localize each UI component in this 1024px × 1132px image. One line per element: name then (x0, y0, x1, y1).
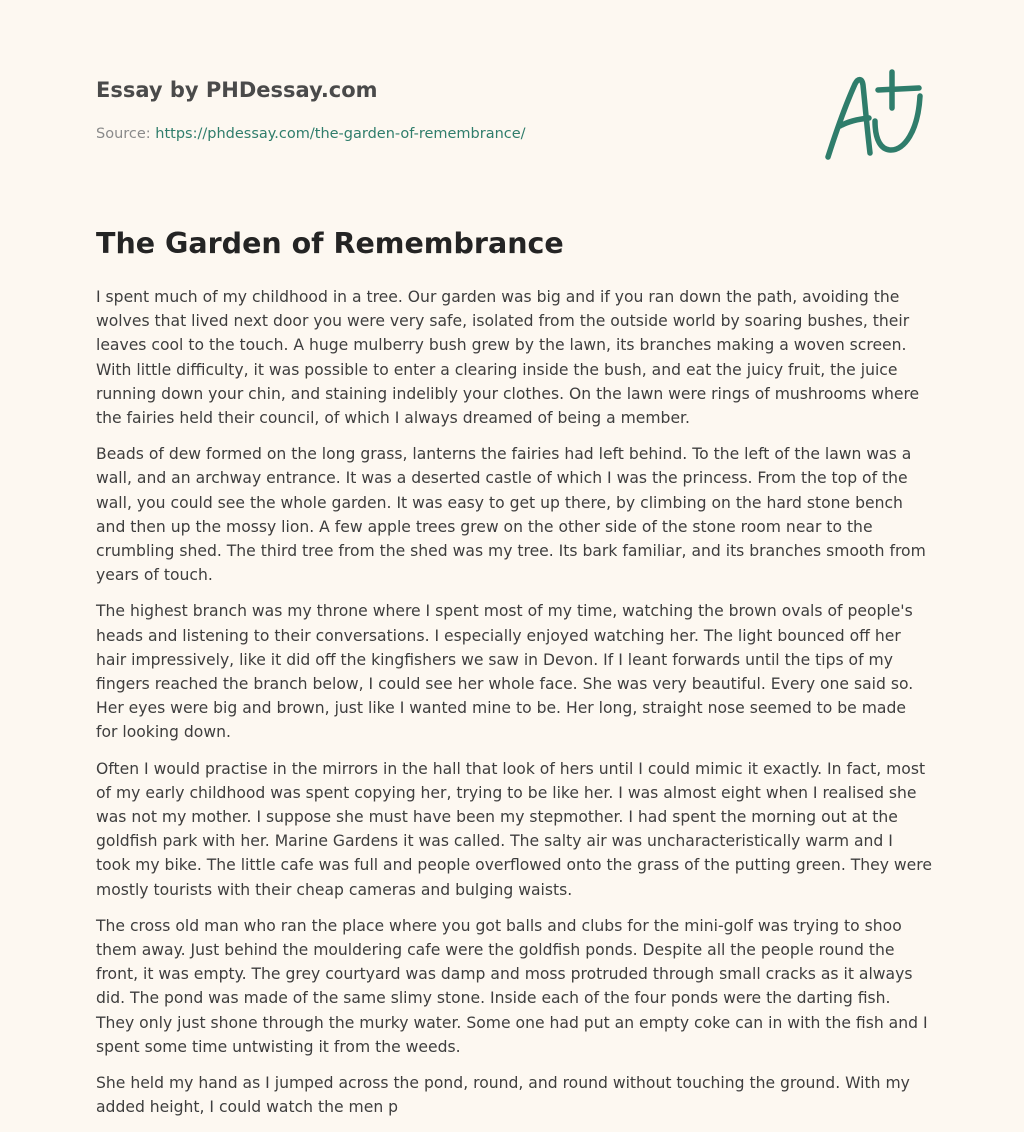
essay-paragraph: She held my hand as I jumped across the pond, round, and round without touching the ground. With my added height, I could watch the men p (96, 1074, 910, 1117)
essay-paragraph: I spent much of my childhood in a tree. Our garden was big and if you ran down the path, avoiding the wolves that lived next door you were very safe, isolated from the outside world by soaring bushes, their leaves cool to the touch. A huge mulberry bush grew by the lawn, its branches making a woven screen. With little difficulty, it was possible to enter a clearing inside the bush, and eat the juicy fruit, the juice running down your chin, and staining indelibly your clothes. On the lawn were rings of mushrooms where the fairies held their council, of which I always dreamed of being a member. (96, 288, 920, 428)
essay-paragraph: Often I would practise in the mirrors in the hall that look of hers until I could mimic it exactly. In fact, most of my early childhood was spent copying her, trying to be like her. I was almost eight when I realised she was not my mother. I suppose she must have been my stepmother. I had spent the morning out at the goldfish park with her. Marine Gardens it was called. The salty air was uncharacteristically warm and I took my bike. The little cafe was full and people overflowed onto the grass of the putting green. They were mostly tourists with their cheap cameras and bulging waists. (96, 759, 932, 899)
essay-paragraph: The cross old man who ran the place where you got balls and clubs for the mini-golf was trying to shoo them away. Just behind the mouldering cafe were the goldfish ponds. Despite all the people round the front, it was empty. The grey courtyard was damp and moss protruded through small cracks as it always did. The pond was made of the same slimy stone. Inside each of the four ponds were the darting fish. They only just shone through the murky water. Some one had put an empty coke can in with the fish and I spent some time untwisting it from the weeds. (96, 916, 928, 1056)
essay-body (96, 285, 932, 1132)
source-link[interactable]: https://phdessay.com/the-garden-of-remembrance/ (155, 126, 526, 142)
essay-title: The Garden of Remembrance (96, 227, 564, 260)
essay-paragraph: The highest branch was my throne where I spent most of my time, watching the brown ovals of people's heads and listening to their conversations. I especially enjoyed watching her. The light bounced off her hair impressively, like it did off the kingfishers we saw in Devon. If I leant forwards until the tips of my fingers reached the branch below, I could see her whole face. She was very beautiful. Every one said so. Her eyes were big and brown, just like I wanted mine to be. Her long, straight nose seemed to be made for looking down. (96, 602, 914, 742)
source-label: Source: (96, 126, 151, 142)
a-plus-logo-icon (822, 68, 928, 164)
page-header (96, 74, 796, 144)
source-line (96, 124, 796, 144)
brand-title: Essay by PHDessay.com (96, 78, 378, 102)
essay-paragraph: Beads of dew formed on the long grass, lanterns the fairies had left behind. To the left of the lawn was a wall, and an archway entrance. It was a deserted castle of which I was the princess. From the top of the wall, you could see the whole garden. It was easy to get up there, by climbing on the hard stone bench and then up the mossy lion. A few apple trees grew on the other side of the stone room near to the crumbling shed. The third tree from the shed was my tree. Its bark familiar, and its branches smooth from years of touch. (96, 445, 926, 585)
